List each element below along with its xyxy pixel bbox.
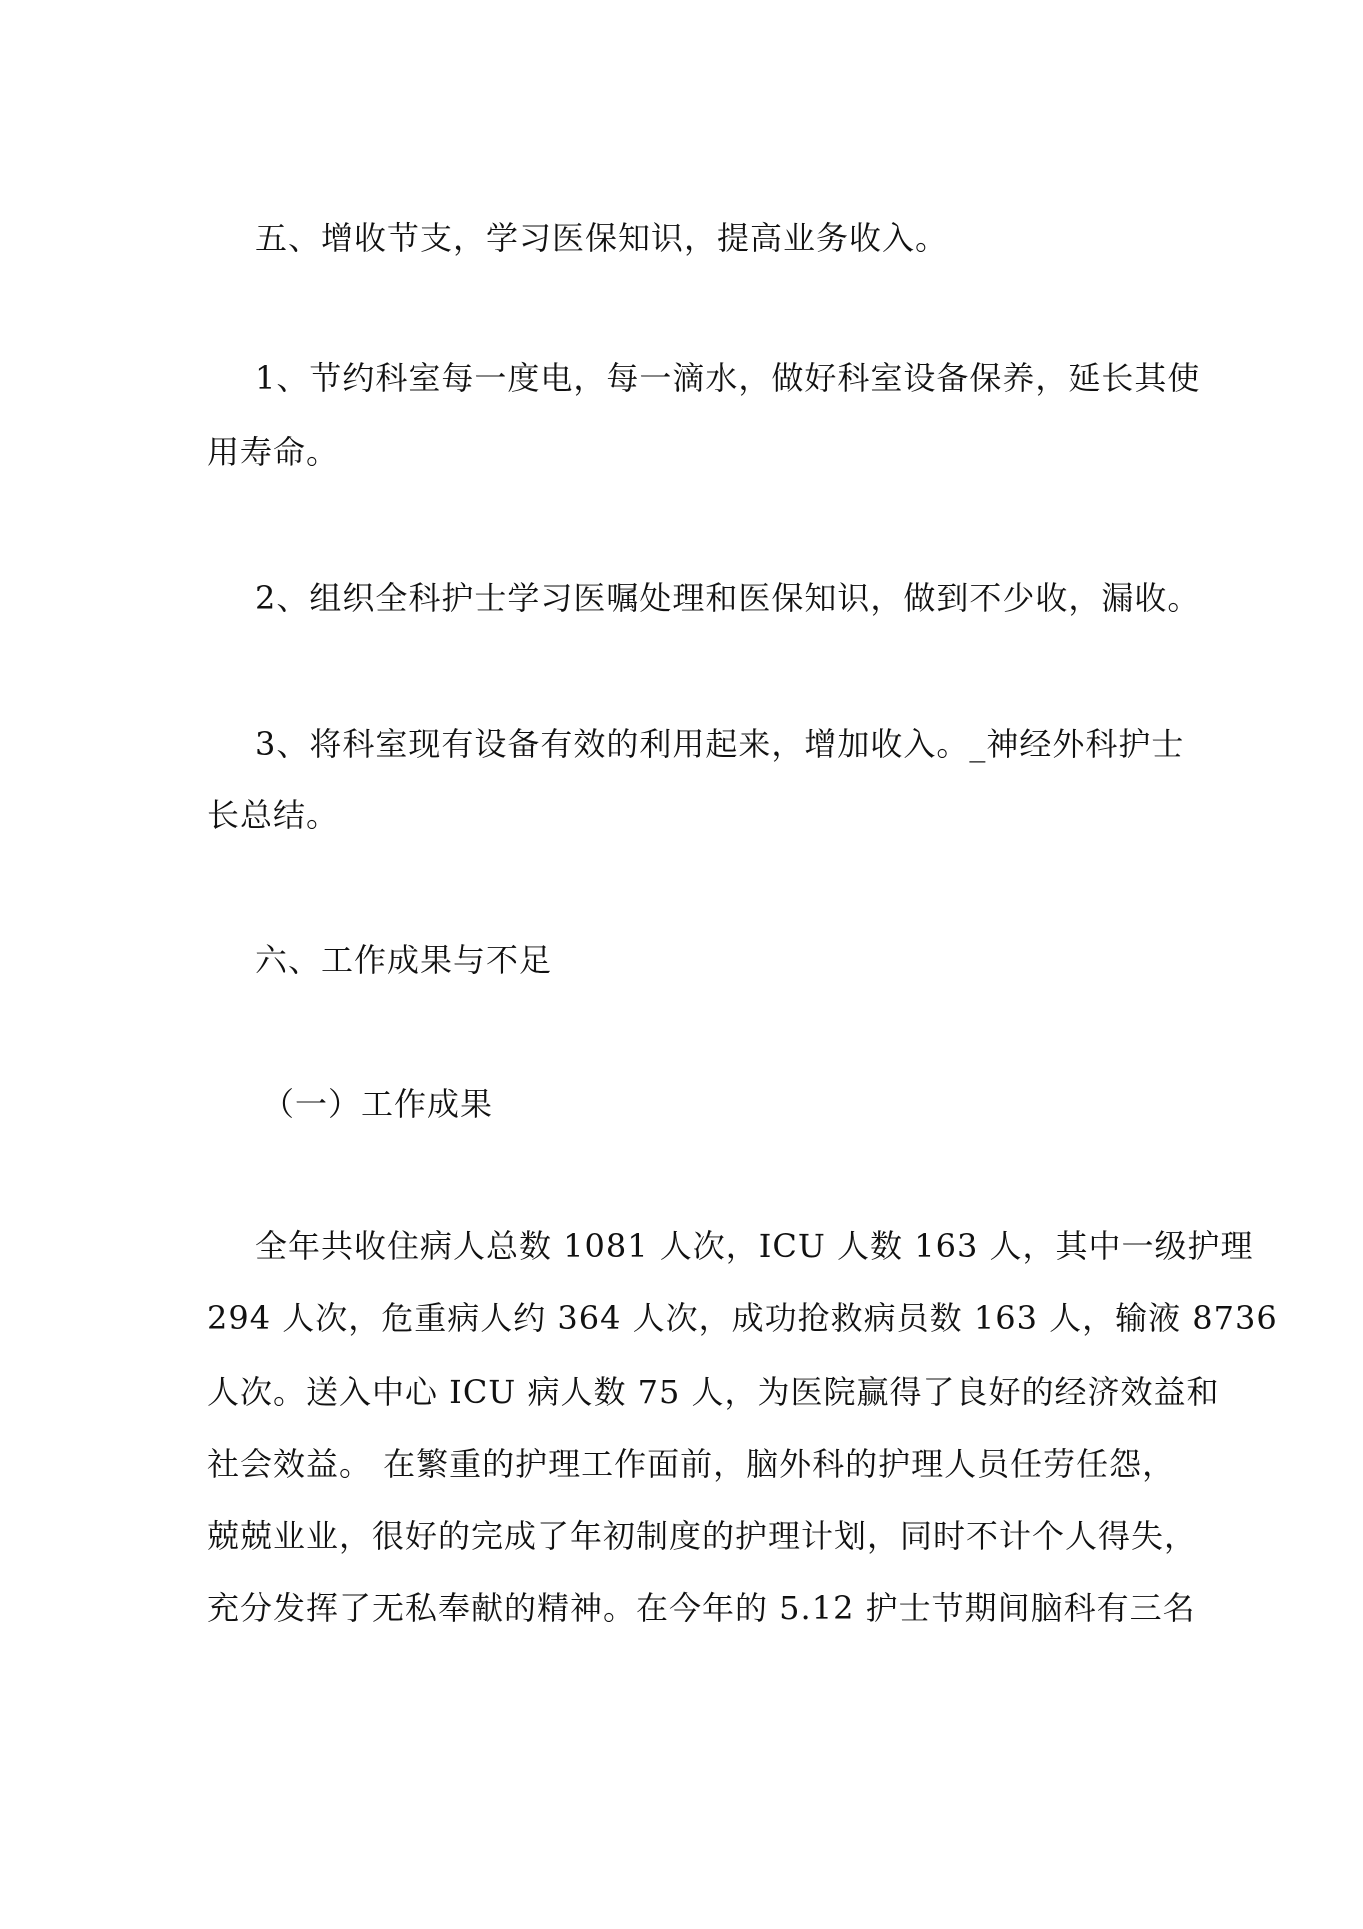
subsection-heading-1: （一）工作成果 (262, 1085, 494, 1123)
section-heading-5: 五、增收节支，学习医保知识，提高业务收入。 (255, 219, 949, 257)
paragraph-item-1: 1、节约科室每一度电，每一滴水，做好科室设备保养，延长其使 (255, 359, 1201, 397)
paragraph-item-2: 2、组织全科护士学习医嘱处理和医保知识，做到不少收，漏收。 (255, 579, 1201, 617)
body-line-5: 兢兢业业，很好的完成了年初制度的护理计划，同时不计个人得失， (207, 1517, 1198, 1555)
body-line-4: 社会效益。 在繁重的护理工作面前，脑外科的护理人员任劳任怨， (207, 1445, 1176, 1483)
section-heading-6: 六、工作成果与不足 (255, 941, 553, 979)
body-line-1: 全年共收住病人总数 1081 人次，ICU 人数 163 人，其中一级护理 (255, 1227, 1254, 1265)
body-line-2: 294 人次，危重病人约 364 人次，成功抢救病员数 163 人，输液 8736 (207, 1299, 1278, 1337)
paragraph-item-3-cont: 长总结。 (207, 796, 340, 834)
body-line-6: 充分发挥了无私奉献的精神。在今年的 5.12 护士节期间脑科有三名 (207, 1589, 1196, 1627)
body-line-3: 人次。送入中心 ICU 病人数 75 人，为医院赢得了良好的经济效益和 (207, 1373, 1220, 1411)
paragraph-item-3: 3、将科室现有设备有效的利用起来，增加收入。_神经外科护士 (255, 725, 1185, 763)
paragraph-item-1-cont: 用寿命。 (207, 433, 340, 471)
